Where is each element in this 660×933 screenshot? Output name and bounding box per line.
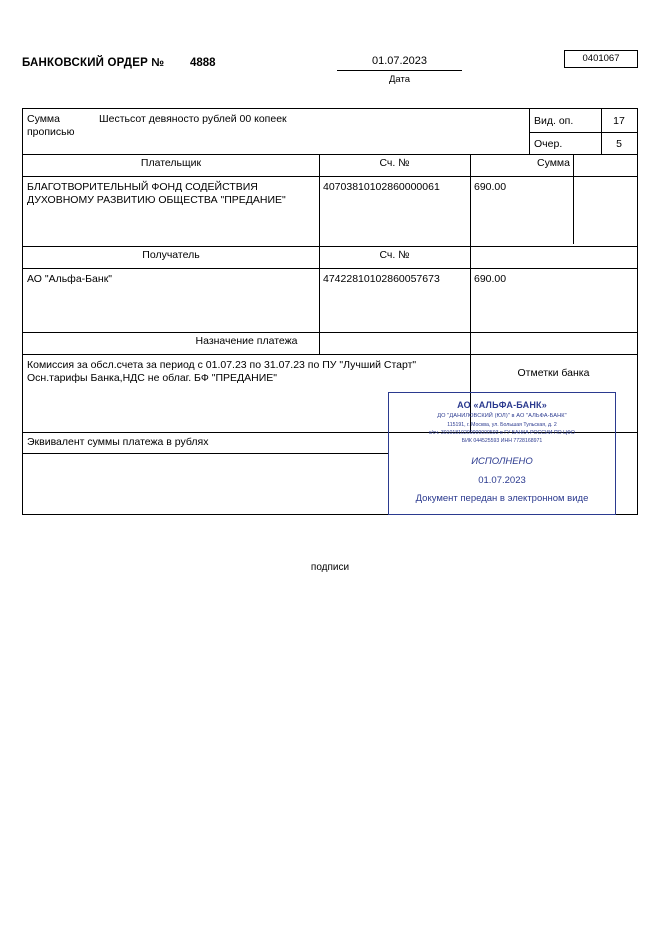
ocher-value: 5 [616,138,622,150]
column-header-payer: Плательщик [140,157,202,169]
receiver-name: АО "Альфа-Банк" [27,273,113,285]
amount-words-value: Шестьсот девяносто рублей 00 копеек [99,113,287,125]
stamp-executed-text: ИСПОЛНЕНО [471,456,533,467]
bank-marks-label: Отметки банка [517,367,590,379]
divider-row-receiverheader [23,268,637,269]
column-header-purpose: Назначение платежа [195,335,298,347]
divider-row-columnheaders [23,176,637,177]
signatures-label: подписи [310,562,350,573]
document-date-label: Дата [388,74,411,85]
vid-op-label: Вид. оп. [534,115,574,127]
column-header-amount: Сумма [537,157,570,169]
payer-name-line2: ДУХОВНОМУ РАЗВИТИЮ ОБЩЕСТВА "ПРЕДАНИЕ" [27,194,286,206]
bank-stamp [388,392,616,515]
amount-words-label-line1: Сумма [27,113,60,125]
divider-row-amountwords [23,154,637,155]
receiver-amount: 690.00 [474,273,507,285]
divider-vidop-left [529,109,530,154]
document-header [22,53,638,85]
equivalent-label: Эквивалент суммы платежа в рублях [27,436,209,448]
document-number: 4888 [190,57,216,69]
divider-row-purposeheader [23,354,637,355]
ocher-label: Очер. [534,138,563,150]
divider-row-receiver [23,332,637,333]
divider-row-payer [23,246,637,247]
form-code: 0401067 [564,50,638,68]
column-header-account-receiver: Сч. № [379,249,410,261]
amount-words-label [27,113,93,139]
amount-words-label-line2: прописью [27,126,75,138]
column-header-receiver: Получатель [142,249,200,261]
payer-amount: 690.00 [474,181,507,193]
stamp-korr-account: к/сч. 30101810200000000593 в ГУ БАНКА РОССИИ ПО ЦФО [429,430,575,436]
divider-col-amount [470,154,471,432]
payer-name [27,181,317,207]
receiver-account: 47422810102860057673 [323,273,440,285]
stamp-bank-title: АО «АЛЬФА-БАНК» [457,400,547,410]
divider-vidop-ocher [529,132,637,133]
payer-account: 40703810102860000061 [323,181,440,193]
stamp-date: 01.07.2023 [478,475,526,486]
document-title: БАНКОВСКИЙ ОРДЕР № [22,57,165,69]
purpose-text [27,359,467,385]
payer-name-line1: БЛАГОТВОРИТЕЛЬНЫЙ ФОНД СОДЕЙСТВИЯ [27,181,258,193]
purpose-line1: Комиссия за обсл.счета за период с 01.07.23 по 31.07.23 по ПУ "Лучший Старт" [27,359,417,371]
purpose-line2: Осн.тарифы Банка,НДС не облаг. БФ "ПРЕДАНИЕ" [27,372,277,384]
document-date: 01.07.2023 [337,55,462,71]
stamp-branch: ДО "ДАНИЛОВСКИЙ (ЮЛ)" в АО "АЛЬФА-БАНК" [437,413,567,419]
stamp-address: 115191, г. Москва, ул. Большая Тульская, д. 2 [447,422,557,428]
divider-row-equivalent [23,453,389,454]
stamp-bik-inn: БИК 044525593 ИНН 7728168971 [461,438,543,444]
vid-op-value: 17 [613,115,625,127]
stamp-electronic-note: Документ передан в электронном виде [415,493,589,504]
column-header-account-payer: Сч. № [379,157,410,169]
